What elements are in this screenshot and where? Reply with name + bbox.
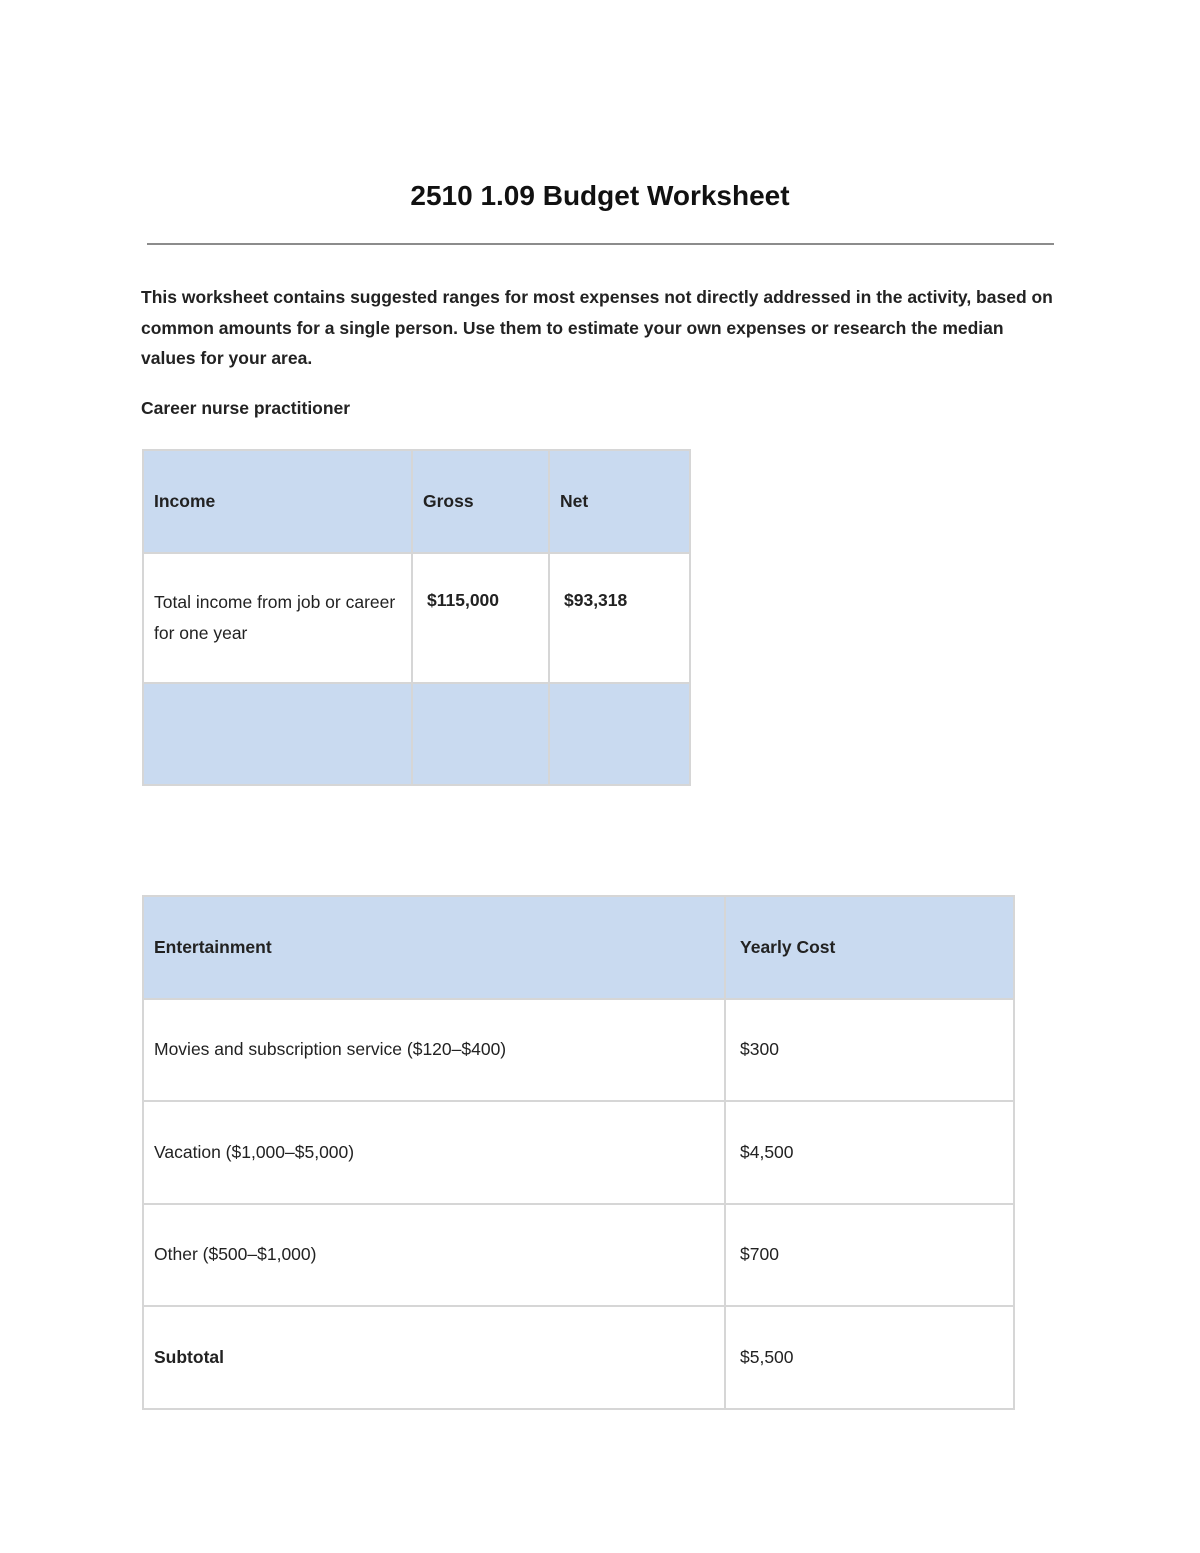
- entertainment-header-cost: Yearly Cost: [725, 896, 1014, 999]
- expense-label: Vacation ($1,000–$5,000): [143, 1101, 725, 1204]
- subtotal-row: [143, 1306, 1014, 1409]
- subtotal-value: $5,500: [725, 1306, 1014, 1409]
- expense-cost: $700: [725, 1204, 1014, 1307]
- entertainment-table: [142, 895, 1015, 1410]
- income-row-label: Total income from job or career for one year: [143, 553, 412, 683]
- income-header-net: Net: [549, 450, 690, 553]
- subtotal-label: Subtotal: [143, 1306, 725, 1409]
- income-net-value: $93,318: [549, 553, 690, 683]
- expense-label: Other ($500–$1,000): [143, 1204, 725, 1307]
- income-empty-row: [143, 683, 690, 785]
- expense-cost: $4,500: [725, 1101, 1014, 1204]
- table-row: [143, 1204, 1014, 1307]
- table-row: [143, 999, 1014, 1102]
- table-row: [143, 1101, 1014, 1204]
- intro-paragraph: This worksheet contains suggested ranges for most expenses not directly addressed in the activity, based on common amounts for a single person. Use them to estimate your own expenses or research the median values for your area.: [141, 287, 1053, 368]
- income-header-income: Income: [143, 450, 412, 553]
- career-label: Career nurse practitioner: [141, 398, 351, 418]
- page-title: 2510 1.09 Budget Worksheet: [410, 180, 790, 211]
- title-divider: [147, 243, 1054, 245]
- expense-label: Movies and subscription service ($120–$400): [143, 999, 725, 1102]
- income-row: [143, 553, 690, 683]
- income-header-gross: Gross: [412, 450, 549, 553]
- entertainment-header-label: Entertainment: [143, 896, 725, 999]
- entertainment-header-row: [143, 896, 1014, 999]
- expense-cost: $300: [725, 999, 1014, 1102]
- income-header-row: [143, 450, 690, 553]
- income-empty-cell: [549, 683, 690, 785]
- income-empty-cell: [143, 683, 412, 785]
- income-table: [142, 449, 691, 786]
- income-gross-value: $115,000: [412, 553, 549, 683]
- income-empty-cell: [412, 683, 549, 785]
